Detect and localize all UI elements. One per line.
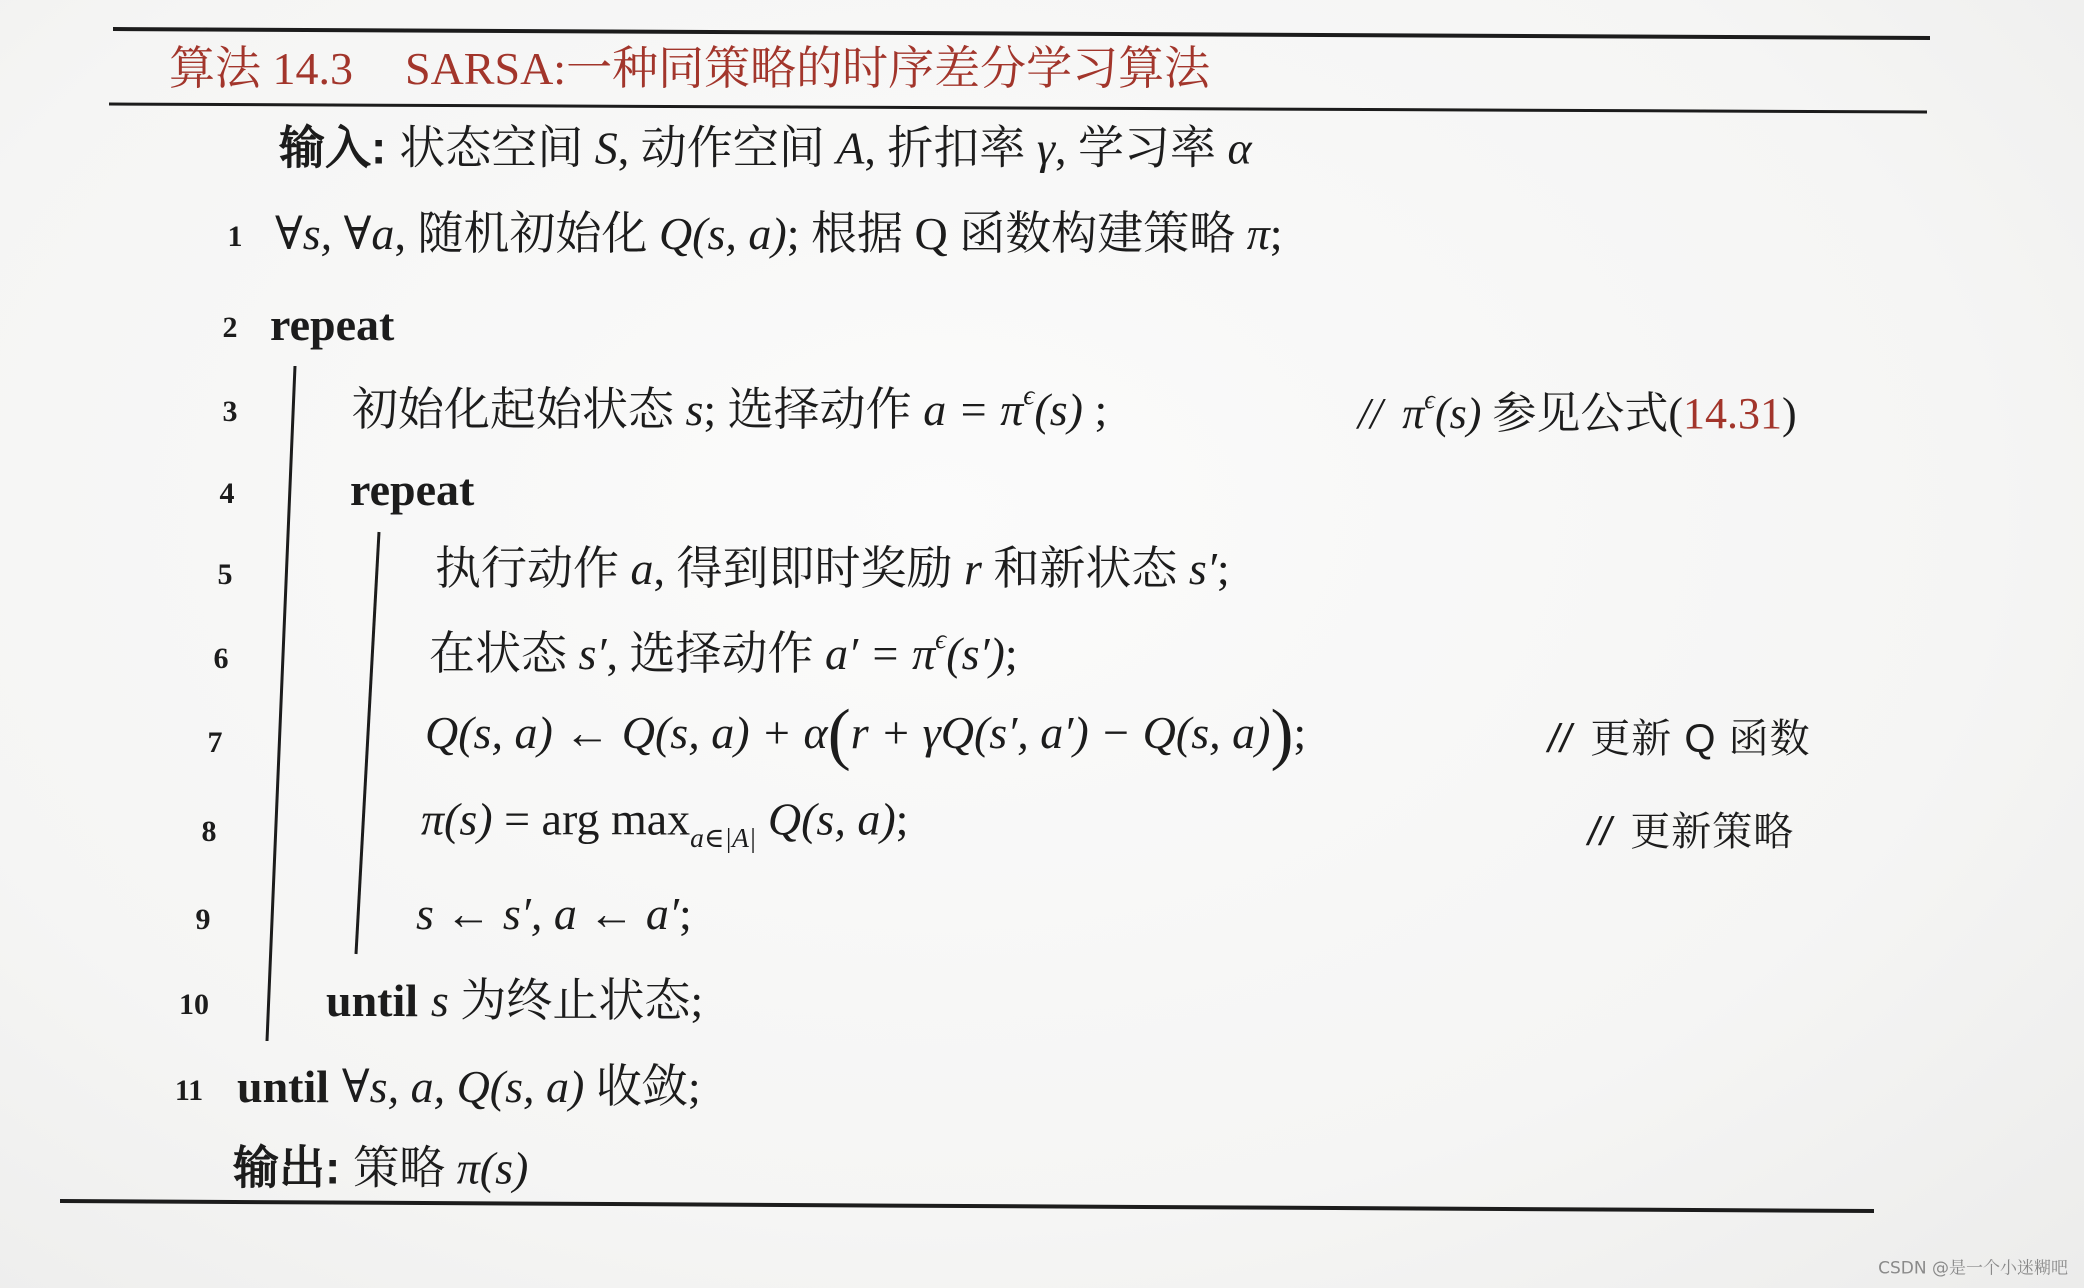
output-line bbox=[233, 1141, 529, 1194]
input-text: 状态空间 bbox=[399, 122, 595, 174]
line-3-text: ; 选择动作 bbox=[703, 383, 924, 435]
line-1-text: ; bbox=[1269, 208, 1283, 259]
line-3-comment bbox=[1358, 386, 1797, 436]
bottom-rule bbox=[60, 1201, 1874, 1211]
line-6-text: , 选择动作 bbox=[606, 627, 825, 679]
q-update-lhs: Q(s, a) ← Q(s, a) + α bbox=[425, 707, 828, 759]
line-11-text: 收敛; bbox=[584, 1061, 701, 1112]
caption-rule bbox=[109, 104, 1927, 112]
top-rule bbox=[113, 29, 1930, 38]
discount-symbol: γ bbox=[1036, 122, 1055, 174]
line-5-math: s′ bbox=[1188, 543, 1217, 594]
line-6-text: 在状态 bbox=[429, 627, 579, 679]
line-6-text: ; bbox=[1004, 627, 1018, 679]
csdn-watermark: CSDN @是一个小迷糊吧 bbox=[1878, 1258, 2068, 1279]
line-1-math: π bbox=[1246, 208, 1270, 259]
line-9 bbox=[416, 888, 692, 939]
line-1 bbox=[275, 208, 1283, 259]
line-7 bbox=[425, 695, 1307, 772]
line-number-1: 1 bbox=[227, 220, 243, 253]
line-7-comment bbox=[1548, 719, 1811, 759]
line-8 bbox=[421, 793, 909, 853]
output-keyword: 输出: bbox=[233, 1141, 341, 1194]
comment-text: 参见公式( bbox=[1481, 388, 1684, 438]
line-6-superscript: ϵ bbox=[935, 623, 947, 655]
line-5-math: a bbox=[630, 543, 654, 594]
line-number-7: 7 bbox=[207, 726, 223, 759]
line-2-repeat-keyword: repeat bbox=[270, 299, 395, 350]
line-3 bbox=[352, 381, 1107, 433]
equation-reference: 14.31 bbox=[1683, 388, 1783, 438]
until-keyword: until bbox=[326, 975, 419, 1026]
line-9-math: s ← s′, a ← a′ bbox=[416, 888, 679, 939]
line-4-repeat-keyword: repeat bbox=[350, 464, 475, 515]
line-6-math: s′ bbox=[578, 627, 607, 679]
line-number-5: 5 bbox=[217, 558, 233, 591]
line-1-math: ∀s, ∀a bbox=[275, 208, 395, 259]
line-5-text: , 得到即时奖励 bbox=[653, 543, 964, 594]
comment-text: ) bbox=[1782, 388, 1797, 438]
line-8-comment bbox=[1588, 812, 1794, 852]
line-8-math: π(s) bbox=[421, 793, 493, 845]
comment-slashes: // bbox=[1358, 388, 1383, 438]
algorithm-caption bbox=[169, 43, 1211, 94]
learning-rate-symbol: α bbox=[1227, 122, 1252, 174]
line-number-3: 3 bbox=[222, 395, 238, 428]
line-1-text: ; 根据 Q 函数构建策略 bbox=[786, 208, 1247, 259]
line-10 bbox=[326, 975, 704, 1026]
comment-text: 更新 Q 函数 bbox=[1590, 717, 1811, 761]
line-10-math: s bbox=[430, 975, 449, 1026]
big-right-paren: ) bbox=[1270, 695, 1294, 772]
line-6-math: (s′) bbox=[946, 627, 1005, 679]
line-number-2: 2 bbox=[222, 311, 238, 344]
line-5-text: ; bbox=[1216, 543, 1230, 594]
line-5-text: 执行动作 bbox=[435, 543, 631, 594]
comment-superscript: ϵ bbox=[1424, 384, 1435, 415]
line-number-8: 8 bbox=[201, 815, 217, 848]
comment-math: π bbox=[1402, 388, 1425, 438]
line-9-text: ; bbox=[678, 888, 692, 939]
line-1-text: , 随机初始化 bbox=[394, 208, 659, 259]
comment-text: 更新策略 bbox=[1630, 810, 1795, 854]
line-8-text: ; bbox=[895, 793, 909, 845]
line-number-11: 11 bbox=[174, 1074, 204, 1107]
algorithm-title: SARSA:一种同策略的时序差分学习算法 bbox=[405, 43, 1211, 94]
line-11 bbox=[237, 1061, 701, 1112]
line-10-text: 为终止状态; bbox=[448, 975, 704, 1026]
inner-repeat-bar bbox=[356, 532, 379, 954]
output-text: 策略 bbox=[353, 1142, 457, 1194]
line-6-math: a′ = π bbox=[824, 627, 936, 679]
line-number-9: 9 bbox=[195, 903, 211, 936]
line-5 bbox=[435, 543, 1230, 594]
comment-slashes: // bbox=[1588, 810, 1613, 854]
input-text: , 折扣率 bbox=[864, 122, 1037, 174]
line-3-math: (s) bbox=[1034, 383, 1083, 435]
input-text: , 动作空间 bbox=[617, 122, 837, 174]
until-keyword: until bbox=[237, 1061, 330, 1112]
line-5-math: r bbox=[964, 543, 982, 594]
argmax-subscript: a∈|A| bbox=[690, 821, 757, 853]
line-6 bbox=[429, 625, 1018, 677]
input-text: , 学习率 bbox=[1054, 122, 1228, 174]
line-3-text: ; bbox=[1082, 383, 1108, 435]
line-5-text: 和新状态 bbox=[981, 543, 1189, 594]
line-number-4: 4 bbox=[219, 477, 235, 510]
algorithm-number: 算法 14.3 bbox=[169, 43, 353, 94]
line-3-superscript: ϵ bbox=[1023, 379, 1035, 411]
input-line bbox=[279, 121, 1252, 174]
input-keyword: 输入: bbox=[279, 121, 387, 174]
action-space-symbol: A bbox=[836, 122, 865, 174]
line-3-math: s bbox=[685, 383, 704, 435]
line-number-6: 6 bbox=[213, 642, 229, 675]
line-1-math: Q(s, a) bbox=[658, 208, 787, 259]
line-3-math: a = π bbox=[923, 383, 1024, 435]
outer-repeat-bar bbox=[267, 366, 295, 1041]
line-11-math: ∀s, a, Q(s, a) bbox=[341, 1061, 585, 1112]
line-8-math: Q(s, a) bbox=[756, 793, 896, 845]
state-space-symbol: S bbox=[594, 122, 618, 174]
comment-math: (s) bbox=[1434, 388, 1482, 438]
big-left-paren: ( bbox=[827, 695, 851, 772]
line-number-10: 10 bbox=[179, 988, 209, 1021]
output-math: π(s) bbox=[456, 1142, 529, 1194]
comment-slashes: // bbox=[1548, 717, 1573, 761]
line-3-text: 初始化起始状态 bbox=[352, 383, 686, 435]
td-target-expression: r + γQ(s′, a′) − Q(s, a) bbox=[850, 707, 1271, 759]
line-7-text: ; bbox=[1293, 707, 1307, 759]
argmax-operator: = arg max bbox=[492, 793, 691, 845]
